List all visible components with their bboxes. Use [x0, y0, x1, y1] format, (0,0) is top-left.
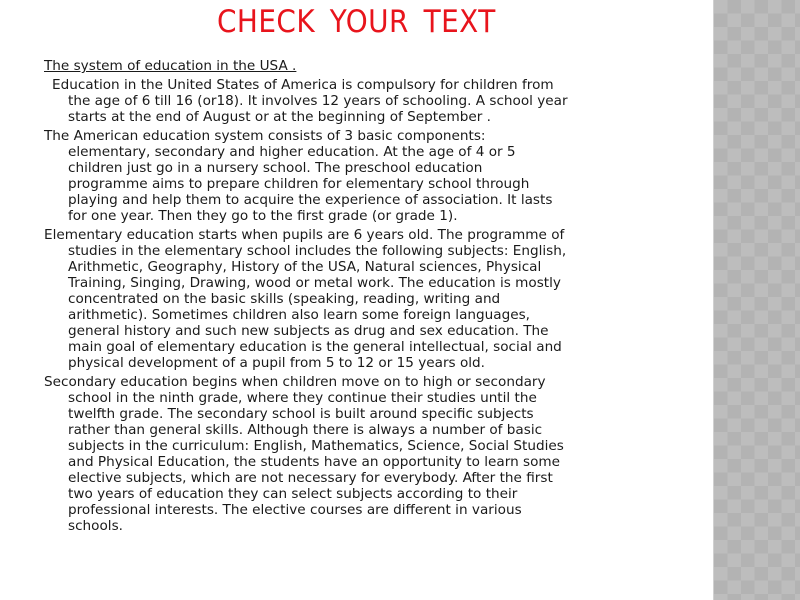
paragraph-line: programme aims to prepare children for elementary school through — [68, 176, 530, 192]
paragraph-line: and Physical Education, the students have an opportunity to learn some — [68, 454, 561, 470]
text-heading: The system of education in the USA . — [44, 58, 297, 74]
paragraph-line: The American education system consists of 3 basic components: — [44, 128, 486, 144]
paragraph-line: Secondary education begins when children move on to high or secondary — [44, 374, 546, 390]
paragraph-line: studies in the elementary school includes the following subjects: English, — [68, 243, 567, 259]
paragraph-line: physical development of a pupil from 5 to 12 or 15 years old. — [68, 355, 485, 371]
paragraph-line: elementary, secondary and higher education. At the age of 4 or 5 — [68, 144, 516, 160]
paragraph-line: the age of 6 till 16 (or18). It involves 12 years of schooling. A school year — [68, 93, 568, 109]
paragraph-line: subjects in the curriculum: English, Mathematics, Science, Social Studies — [68, 438, 564, 454]
paragraph-line: playing and help them to acquire the experience of association. It lasts — [68, 192, 553, 208]
paragraph — [44, 128, 704, 224]
slide-body — [44, 58, 704, 534]
paragraph-line: Education in the United States of America is compulsory for children from — [52, 77, 554, 93]
paragraph — [44, 227, 704, 371]
paragraph-line: arithmetic). Sometimes children also learn some foreign languages, — [68, 307, 531, 323]
paragraph-line: for one year. Then they go to the first grade (or grade 1). — [68, 208, 458, 224]
paragraph-line: professional interests. The elective courses are different in various — [68, 502, 522, 518]
paragraph-line: children just go in a nursery school. The preschool education — [68, 160, 483, 176]
paragraph-line: general history and such new subjects as drug and sex education. The — [68, 323, 549, 339]
paragraph-line: Arithmetic, Geography, History of the USA, Natural sciences, Physical — [68, 259, 542, 275]
paragraph-line: starts at the end of August or at the beginning of September . — [68, 109, 491, 125]
paragraph-line: Elementary education starts when pupils are 6 years old. The programme of — [44, 227, 565, 243]
paragraph-line: schools. — [68, 518, 123, 534]
paragraph-line: elective subjects, which are not necessary for everybody. After the first — [68, 470, 553, 486]
paragraph-line: main goal of elementary education is the general intellectual, social and — [68, 339, 562, 355]
slide-title: CHECK YOUR TEXT — [216, 4, 496, 40]
paragraph — [44, 374, 704, 534]
decorative-side-band — [713, 0, 800, 600]
paragraph-line: concentrated on the basic skills (speaking, reading, writing and — [68, 291, 501, 307]
paragraph-line: Training, Singing, Drawing, wood or metal work. The education is mostly — [68, 275, 561, 291]
paragraph-line: rather than general skills. Although there is always a number of basic — [68, 422, 543, 438]
paragraphs — [44, 77, 704, 534]
paragraph-line: twelfth grade. The secondary school is built around specific subjects — [68, 406, 534, 422]
paragraph-line: school in the ninth grade, where they continue their studies until the — [68, 390, 537, 406]
paragraph-line: two years of education they can select subjects according to their — [68, 486, 518, 502]
paragraph — [44, 77, 704, 125]
